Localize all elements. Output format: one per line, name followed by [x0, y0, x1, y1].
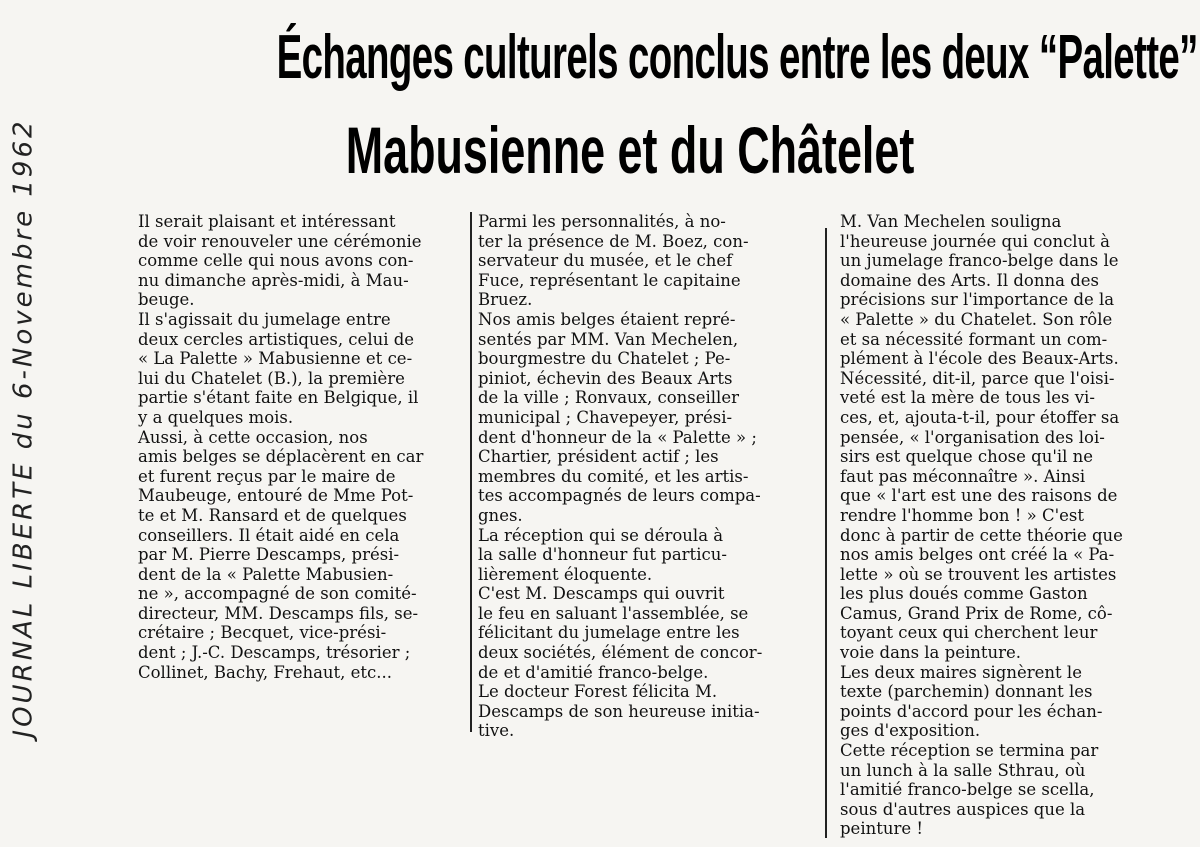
text-line: Cette réception se termina par: [840, 741, 1099, 761]
text-line: Les deux maires signèrent le: [840, 662, 1082, 682]
text-line: sous d'autres auspices que la: [840, 799, 1086, 819]
margin-note-text: JOURNAL LIBERTE du 6-Novembre 1962: [9, 118, 40, 738]
text-line: donc à partir de cette théorie que: [840, 525, 1123, 545]
text-line: faut pas méconnaître ». Ainsi: [840, 466, 1086, 486]
text-line: ter la présence de M. Boez, con-: [478, 231, 749, 251]
text-line: Camus, Grand Prix de Rome, cô-: [840, 603, 1113, 623]
text-line: toyant ceux qui cherchent leur: [840, 623, 1098, 643]
text-line: beuge.: [138, 290, 195, 310]
column-rule-2: [825, 228, 827, 838]
text-line: nos amis belges ont créé la « Pa-: [840, 545, 1115, 565]
text-line: précisions sur l'importance de la: [840, 290, 1115, 310]
text-line: tes accompagnés de leurs compa-: [478, 486, 761, 506]
text-line: Nos amis belges étaient repré-: [478, 309, 736, 329]
text-line: un lunch à la salle Sthrau, où: [840, 760, 1086, 780]
text-line: lui du Chatelet (B.), la première: [138, 368, 405, 388]
text-line: Aussi, à cette occasion, nos: [138, 427, 368, 447]
text-line: C'est M. Descamps qui ouvrit: [478, 584, 725, 604]
text-line: voie dans la peinture.: [840, 643, 1022, 663]
text-line: dent de la « Palette Mabusien-: [138, 564, 394, 584]
text-line: lette » où se trouvent les artistes: [840, 564, 1117, 584]
text-line: Le docteur Forest félicita M.: [478, 682, 718, 702]
text-line: ges d'exposition.: [840, 721, 981, 741]
text-line: plément à l'école des Beaux-Arts.: [840, 349, 1119, 369]
text-line: lièrement éloquente.: [478, 564, 653, 584]
text-line: domaine des Arts. Il donna des: [840, 270, 1099, 290]
text-line: le feu en saluant l'assemblée, se: [478, 603, 749, 623]
text-line: Collinet, Bachy, Frehaut, etc...: [138, 662, 393, 682]
text-line: sirs est quelque chose qu'il ne: [840, 447, 1094, 467]
text-line: ne », accompagné de son comité-: [138, 584, 417, 604]
text-line: les plus doués comme Gaston: [840, 584, 1088, 604]
text-line: te et M. Ransard et de quelques: [138, 505, 407, 525]
text-line: « Palette » du Chatelet. Son rôle: [840, 309, 1113, 329]
text-line: peinture !: [840, 819, 924, 839]
article-column-1: [138, 212, 456, 682]
text-line: pensée, « l'organisation des loi-: [840, 427, 1105, 447]
text-line: ces, et, ajouta-t-il, pour étoffer sa: [840, 407, 1120, 427]
text-line: la salle d'honneur fut particu-: [478, 545, 727, 565]
text-line: Parmi les personnalités, à no-: [478, 212, 726, 231]
text-line: gnes.: [478, 505, 523, 525]
text-line: rendre l'homme bon ! » C'est: [840, 505, 1085, 525]
text-line: et furent reçus par le maire de: [138, 466, 396, 486]
text-line: Chartier, président actif ; les: [478, 447, 719, 467]
text-line: l'amitié franco-belge se scella,: [840, 780, 1095, 800]
text-line: bourgmestre du Chatelet ; Pe-: [478, 349, 731, 369]
text-line: membres du comité, et les artis-: [478, 466, 749, 486]
headline-line-2: Mabusienne et du Châtelet: [345, 113, 915, 187]
text-line: Il serait plaisant et intéressant: [138, 212, 396, 231]
text-line: Nécessité, dit-il, parce que l'oisi-: [840, 368, 1115, 388]
text-line: dent d'honneur de la « Palette » ;: [478, 427, 757, 447]
text-line: veté est la mère de tous les vi-: [840, 388, 1095, 408]
headline-line-1: Échanges culturels conclus entre les deux “Palette”: [276, 23, 1198, 92]
text-line: et sa nécessité formant un com-: [840, 329, 1108, 349]
text-line: conseillers. Il était aidé en cela: [138, 525, 400, 545]
text-line: tive.: [478, 721, 515, 741]
text-line: La réception qui se déroula à: [478, 525, 724, 545]
text-line: un jumelage franco-belge dans le: [840, 251, 1119, 271]
text-line: nu dimanche après-midi, à Mau-: [138, 270, 409, 290]
text-line: comme celle qui nous avons con-: [138, 251, 414, 271]
text-line: sentés par MM. Van Mechelen,: [478, 329, 739, 349]
text-line: texte (parchemin) donnant les: [840, 682, 1093, 702]
text-line: Il s'agissait du jumelage entre: [138, 309, 391, 329]
text-line: servateur du musée, et le chef: [478, 251, 733, 271]
text-line: de et d'amitié franco-belge.: [478, 662, 709, 682]
text-line: « La Palette » Mabusienne et ce-: [138, 349, 413, 369]
article-column-2: [478, 212, 816, 741]
text-line: Fuce, représentant le capitaine: [478, 270, 741, 290]
text-line: que « l'art est une des raisons de: [840, 486, 1118, 506]
text-line: piniot, échevin des Beaux Arts: [478, 368, 733, 388]
text-line: points d'accord pour les échan-: [840, 701, 1103, 721]
text-line: par M. Pierre Descamps, prési-: [138, 545, 400, 565]
column-rule-1: [470, 212, 472, 732]
text-line: partie s'étant faite en Belgique, il: [138, 388, 419, 408]
text-line: de voir renouveler une cérémonie: [138, 231, 422, 251]
text-line: de la ville ; Ronvaux, conseiller: [478, 388, 739, 408]
text-line: directeur, MM. Descamps fils, se-: [138, 603, 419, 623]
text-line: municipal ; Chavepeyer, prési-: [478, 407, 733, 427]
article-column-3: [840, 212, 1180, 839]
text-line: deux cercles artistiques, celui de: [138, 329, 415, 349]
text-line: félicitant du jumelage entre les: [478, 623, 740, 643]
text-line: dent ; J.-C. Descamps, trésorier ;: [138, 643, 411, 663]
handwritten-margin-note: [2, 18, 46, 838]
text-line: Bruez.: [478, 290, 533, 310]
text-line: y a quelques mois.: [138, 407, 294, 427]
text-line: l'heureuse journée qui conclut à: [840, 231, 1110, 251]
text-line: deux sociétés, élément de concor-: [478, 643, 763, 663]
text-line: Maubeuge, entouré de Mme Pot-: [138, 486, 414, 506]
text-line: crétaire ; Becquet, vice-prési-: [138, 623, 387, 643]
text-line: Descamps de son heureuse initia-: [478, 701, 760, 721]
text-line: amis belges se déplacèrent en car: [138, 447, 424, 467]
text-line: M. Van Mechelen souligna: [840, 212, 1062, 231]
